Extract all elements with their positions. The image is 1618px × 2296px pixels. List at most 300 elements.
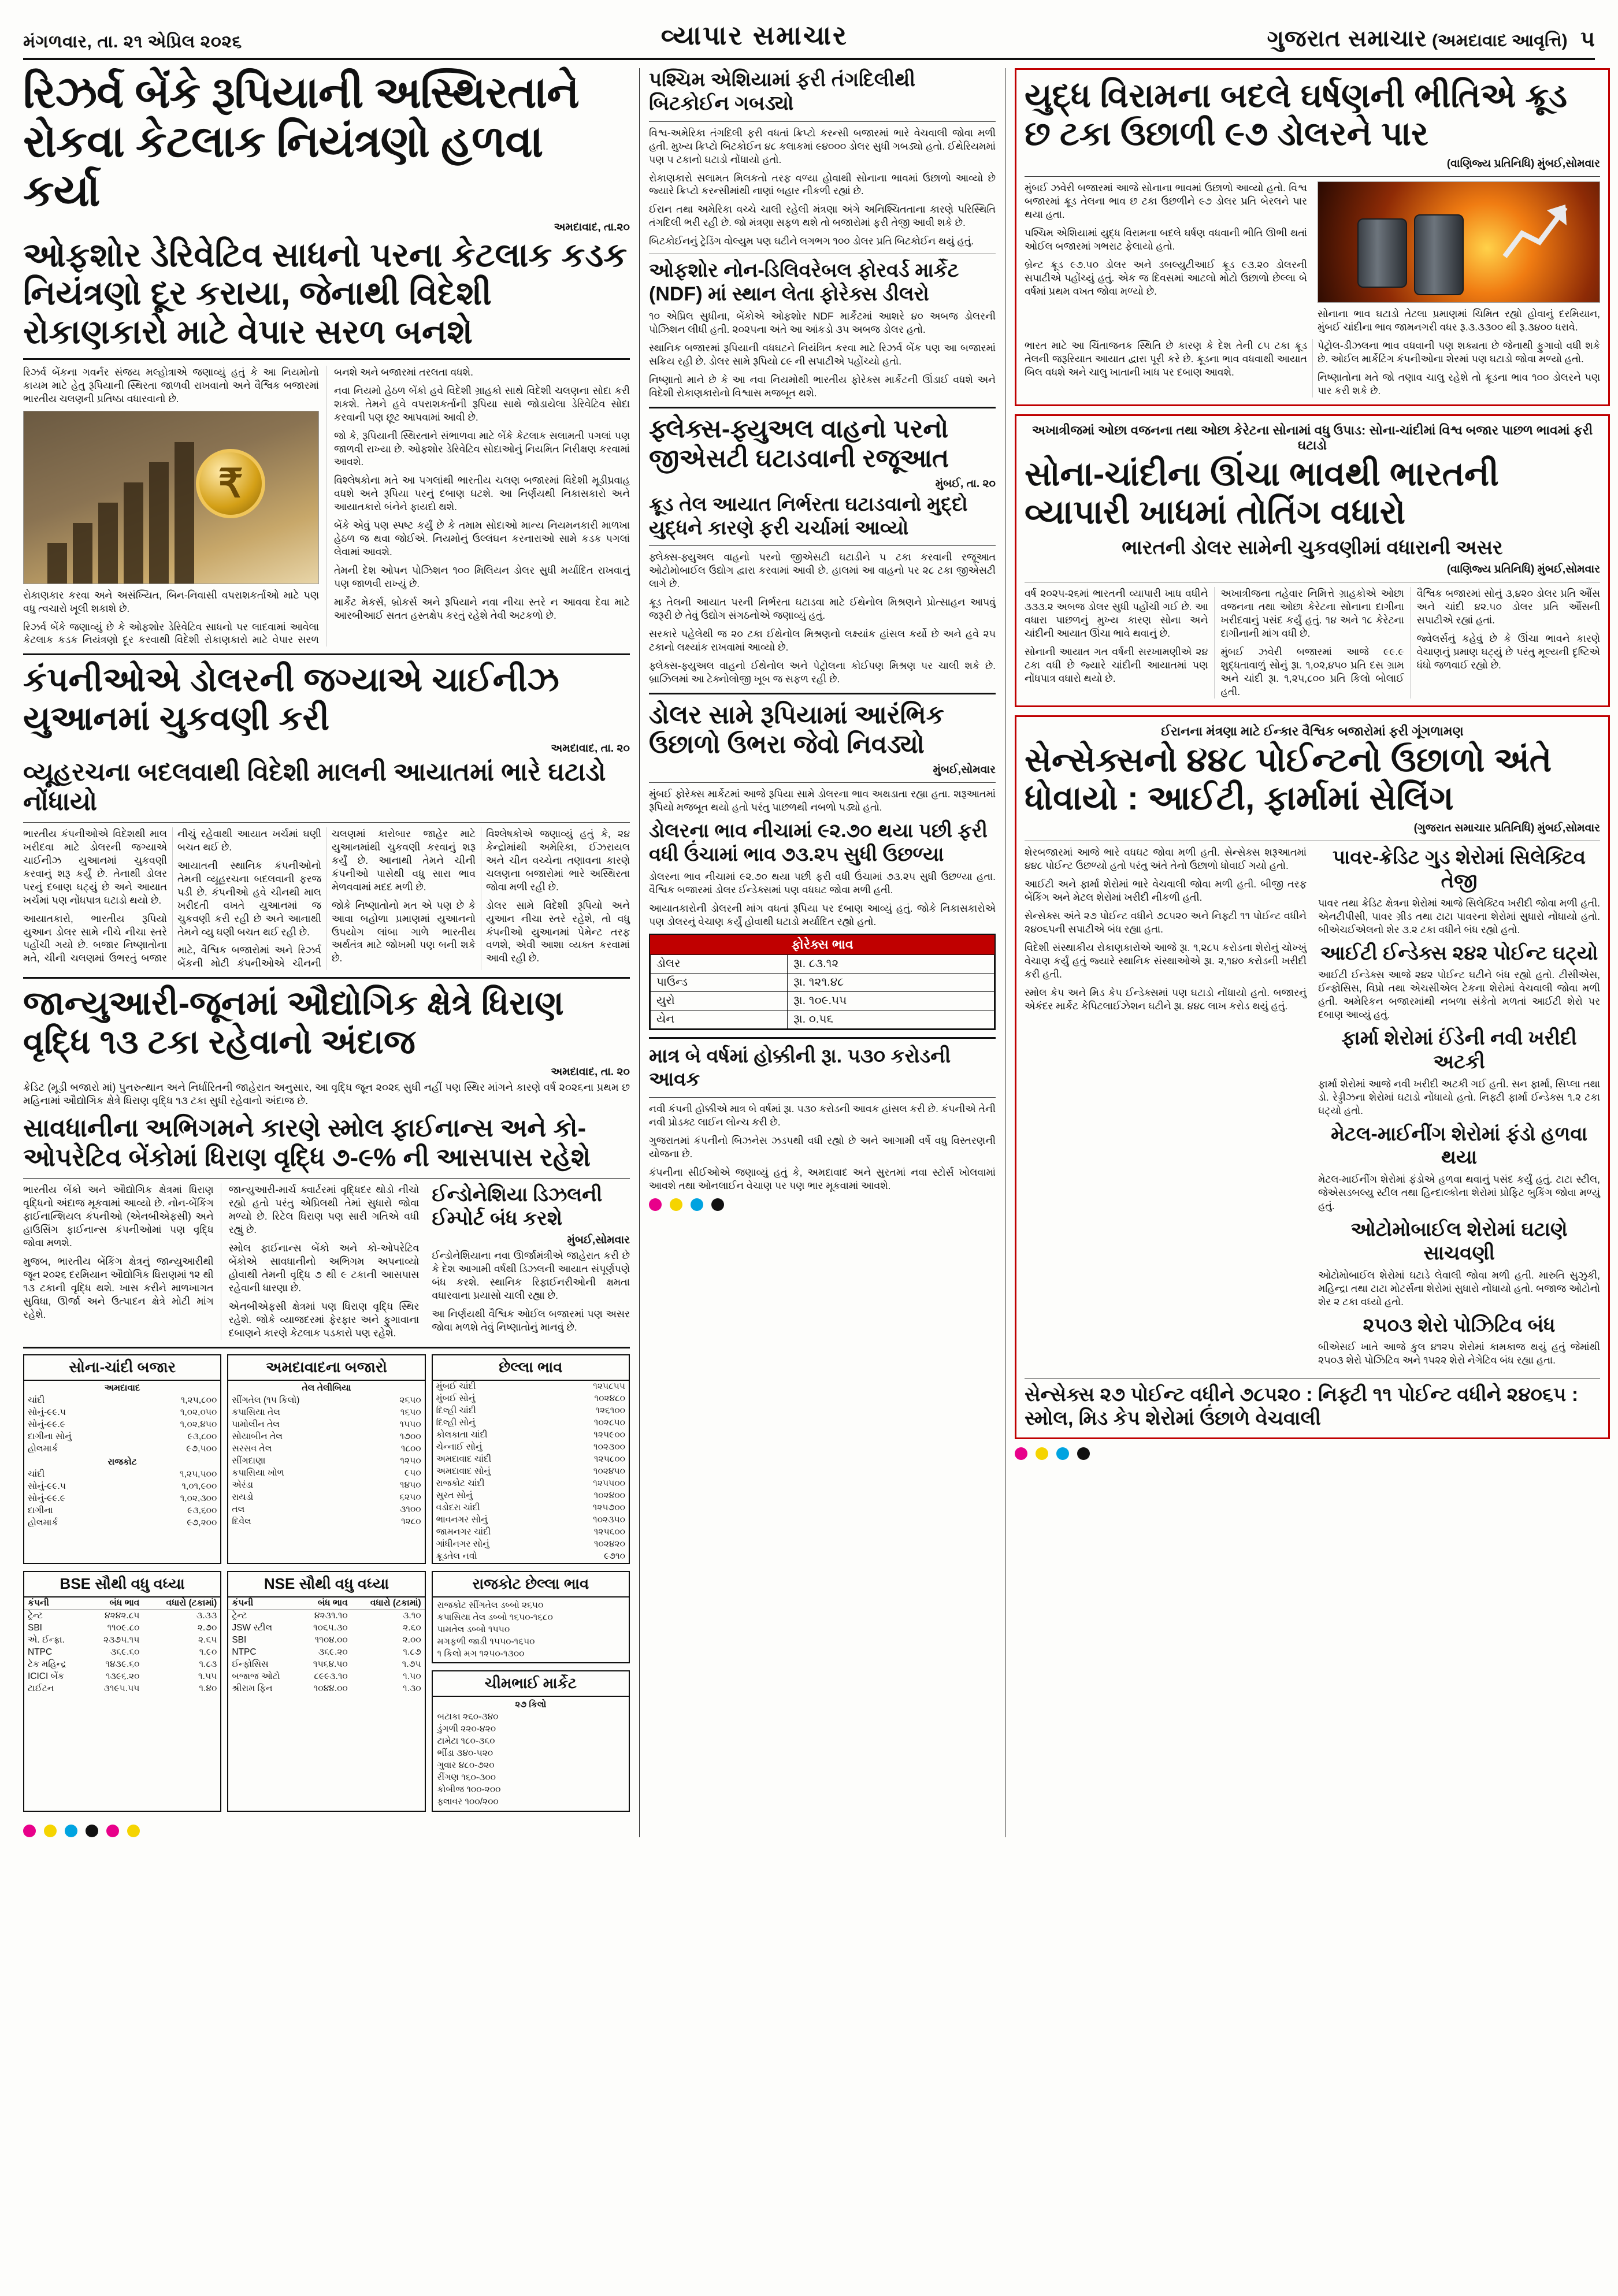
headline: માત્ર બે વર્ષમાં હોક્કીની રૂા. ૫૩૦ કરોડની આવક	[649, 1045, 951, 1091]
paragraph: કંપનીના સીઈઓએ જણાવ્યું હતું કે, અમદાવાદ અને સુરતમાં નવા સ્ટોર્સ ખોલવામાં આવશે તથા ઓનલાઈન વેચાણ પર પણ ભાર મૂકવામાં આવશે.	[649, 1166, 996, 1192]
row-value: ૧,૨૫,૮૦૦	[180, 1395, 217, 1405]
row-value: ૧૨૫૮૫૫	[593, 1381, 625, 1392]
headline: કંપનીઓએ ડોલરની જગ્યાએ ચાઈનીઝ યુઆનમાં ચુકવણી કરી	[23, 661, 559, 737]
row-label: વડોદરા ચાંદી	[436, 1503, 480, 1513]
subheadline: ક્રૂડ તેલ આયાત નિર્ભરતા ઘટાડવાનો મુદ્દો યુદ્ધને કારણે ફરી ચર્ચામાં આવ્યો	[649, 493, 968, 539]
col-header: કંપની	[24, 1597, 86, 1610]
cell-change: ૨.૬૫	[198, 1635, 217, 1645]
paragraph: સોનાની આયાત ગત વર્ષની સરખામણીએ ૨૪ ટકા વધી છે જ્યારે ચાંદીની આયાતમાં પણ નોંધપાત્ર વધારો થયો છે.	[1025, 645, 1208, 684]
paragraph: ભારતીય બેંકો અને ઔદ્યોગિક ક્ષેત્રમાં ધિરાણ વૃદ્ધિનો અંદાજ મૂકવામાં આવ્યો છે. નોન-બેંકિંગ ફાઈનાન્શિયલ કંપનીઓ (એનબીએફસી) અને હાઉસિંગ ફાઈનાન્સ કંપનીઓમાં પણ વૃદ્ધિ જોવા મળશે.	[23, 1184, 214, 1249]
row-value: ૧૫૫૦	[399, 1419, 421, 1429]
row-label: રાયડો	[232, 1492, 254, 1502]
color-registration-marks	[649, 1198, 996, 1211]
rupee-coin-icon: ₹	[196, 449, 265, 518]
subsection-title: ૨૫૦૩ શેરો પોઝિટિવ બંધ	[1363, 1314, 1556, 1336]
paragraph: ભારત માટે આ ચિંતાજનક સ્થિતિ છે કારણ કે દેશ તેની ૮૫ ટકા ક્રૂડ તેલની જરૂરિયાત આયાત દ્વારા પૂરી કરે છે. ક્રૂડના ભાવ વધવાથી આયાત બિલ વધશે અને ચાલુ ખાતાની ખાધ પર દબાણ આવશે.	[1025, 340, 1307, 378]
cell-change: ૧.૭૫	[402, 1659, 421, 1670]
subsection-title: આઈટી ઈન્ડેક્સ ૨૪૨ પોઈન્ટ ઘટ્યો	[1320, 942, 1598, 964]
paragraph: રોકાણકારો સલામત મિલકતો તરફ વળ્યા હોવાથી સોનાના ભાવમાં ઉછાળો આવ્યો છે જ્યારે ક્રિપ્ટો કરન્સીમાંથી નાણાં બહાર નીકળી રહ્યાં છે.	[649, 172, 996, 197]
currency-value: રૂા. ૧૦૯.૫૫	[788, 991, 994, 1010]
table-title: સોના-ચાંદી બજાર	[24, 1355, 220, 1381]
paragraph: આઈટી અને ફાર્મા શેરોમાં ભારે વેચવાલી જોવા મળી હતી. બીજી તરફ બેંકિંગ અને મેટલ શેરોમાં ખરીદી નીકળી હતી.	[1025, 878, 1307, 903]
subsection-text: આઈટી ઈન્ડેક્સ આજે ૨૪૨ પોઈન્ટ ઘટીને બંધ રહ્યો હતો. ટીસીએસ, ઈન્ફોસિસ, વિપ્રો તથા એચસીએલ ટેકના શેરોમાં વેચવાલી જોવા મળી હતી. અમેરિકન બજારમાંથી નબળા સંકેતો મળતાં આઈટી શેરો પર દબાણ આવ્યું હતું.	[1318, 969, 1600, 1021]
article-hokkani-revenue	[649, 1045, 996, 1192]
headline: ડોલર સામે રૂપિયામાં આરંભિક ઉછાળો ઉભરા જેવો નિવડ્યો	[649, 701, 944, 759]
cell-change: ૩.૧૦	[403, 1611, 421, 1621]
list-item: કપાસિયા તેલ ડબ્બો ૧૬૫૦-૧૬૮૦	[437, 1612, 553, 1622]
cell-company: ICICI બેંક	[28, 1671, 65, 1682]
sensex-subsections	[1318, 846, 1600, 1372]
kicker: ઈરાનના મંત્રણા માટે ઈન્કાર વૈશ્વિક બજારોમાં ફરી ગૂંગળામણ	[1161, 723, 1464, 738]
cell-price: ૧૧૦૯.૮૦	[107, 1623, 140, 1633]
paragraph: નવા નિયમો હેઠળ બેંકો હવે વિદેશી ગ્રાહકો સાથે વિદેશી ચલણના સોદા કરી શકશે. તેમને હવે વપરાશકર્તાની રૂપિયા સાથે જોડાયેલા ડેરિવેટિવ સોદા કરવાની પણ છૂટ આપવામાં આવી છે.	[334, 384, 630, 423]
byline: મુંબઈ, તા. ૨૦	[935, 477, 996, 490]
paragraph: જો કે, રૂપિયાની સ્થિરતાને સંભાળવા માટે બેંકે કેટલાક સલામતી પગલાં પણ જાળવી રાખ્યા છે. ઓફશોર ડેરિવેટિવ સોદાઓનું નિયમિત નિરીક્ષણ કરવામાં આવશે.	[334, 429, 630, 468]
col-header: કંપની	[228, 1597, 298, 1610]
row-value: ૯૭૧૦	[604, 1551, 625, 1562]
currency-value: રૂા. ૧૨૧.૪૮	[788, 973, 994, 991]
table-ahmedabad-markets	[227, 1354, 425, 1564]
bar-chart-graphic	[47, 442, 194, 584]
row-label: સુરત સોનું	[436, 1491, 473, 1501]
up-arrow-icon	[1502, 199, 1571, 262]
row-value: ૧૨૫૮૦૦	[593, 1454, 625, 1465]
edition-label: (અમદાવાદ આવૃત્તિ)	[1432, 31, 1568, 50]
article-ndf-market	[649, 259, 996, 399]
subheadline: વ્યૂહરચના બદલવાથી વિદેશી માલની આયાતમાં ભારે ઘટાડો નોંધાયો	[23, 757, 606, 816]
cell-company: JSW સ્ટીલ	[232, 1623, 273, 1633]
paragraph: ફ્લેક્સ-ફ્યુઅલ વાહનો પરનો જીએસટી ઘટાડીને ૫ ટકા કરવાની રજૂઆત ઓટોમોબાઈલ ઉદ્યોગ દ્વારા કરવામાં આવી છે. હાલમાં આ વાહનો પર ૨૮ ટકા જીએસટી લાગે છે.	[649, 551, 996, 590]
list-item: ૧ કિલો મગ ૧૨૫૦-૧૩૦૦	[437, 1648, 525, 1659]
table-title: છેલ્લા ભાવ	[433, 1355, 629, 1381]
paragraph: સ્મોલ કેપ અને મિડ કેપ ઈન્ડેક્સમાં પણ ઘટાડો નોંધાયો હતો. બજારનું એકંદર માર્કેટ કેપિટલાઈઝેશન ઘટીને રૂા. ૪૪૮ લાખ કરોડ થયું હતું.	[1025, 986, 1307, 1012]
list-item: મગફળી જાડી ૧૫૫૦-૧૬૫૦	[437, 1636, 535, 1647]
paragraph: મુંબઈ ફોરેક્સ માર્કેટમાં આજે રૂપિયા સામે ડોલરના ભાવ અથડાતા રહ્યા હતા. શરૂઆતમાં રૂપિયો મજબૂત થયો હતો પરંતુ પાછળથી નબળો પડ્યો હતો.	[649, 788, 996, 813]
table-row	[651, 1010, 994, 1028]
cell-company: ટેક મહિન્દ્ર	[28, 1659, 66, 1670]
table-row	[24, 1647, 220, 1659]
cell-change: ૧.૩૦	[403, 1684, 421, 1694]
subheadline: ભારતની ડોલર સામેની ચુકવણીમાં વધારાની અસર	[1122, 537, 1503, 559]
article-flexfuel-gst	[649, 414, 996, 686]
row-value: ૯૭,૫૦૦	[186, 1443, 217, 1454]
masthead-right	[1267, 26, 1595, 52]
byline: (ગુજરાત સમાચાર પ્રતિનિધિ) મુંબઈ,સોમવાર	[1413, 822, 1600, 835]
cell-company: એ. ઈન્ફ્રા.	[28, 1635, 65, 1645]
photo-caption: સોનાના ભાવ ઘટાડો તેટલા પ્રમાણમાં ચિમિત રહ્યો હોવાનું દરમિયાન, મુંબઈ ચાંદીના ભાવ જામનગરી વધર રૂ.૩.૩૩૦૦ થી રૂ.૩૪૦૦ ધરાવે.	[1318, 308, 1600, 333]
row-label: દિવેલ	[232, 1516, 251, 1526]
list-item: કોબીજ ૧૦૦-૨૦૦	[437, 1784, 501, 1795]
currency-name: પાઉન્ડ	[651, 973, 788, 991]
col-header: વધારો (ટકામાં)	[351, 1597, 425, 1610]
intro-paragraph: ક્રેડિટ (મૂડી બજારો માં) પુનરુત્થાન અને નિર્ધારિતની જાહેરાત અનુસાર, આ વૃદ્ધિ જૂન ૨૦૨૬ સુધી નહીં પણ સ્થિર માંગને કારણે વર્ષ ૨૦૨૬ના પ્રથમ છ મહિનામાં ઔદ્યોગિક ક્ષેત્રે ધિરાણ વૃદ્ધિ ૧૩ ટકા સુધી રહેવાનો અંદાજ છે.	[23, 1081, 630, 1107]
row-label: સોનું-૯૯.૫	[28, 1481, 66, 1492]
cell-company: SBI	[232, 1635, 247, 1645]
table-row	[24, 1659, 220, 1671]
article-crude-oil	[1015, 68, 1610, 406]
paragraph: નિષ્ણાતોના મતે જો તણાવ ચાલુ રહેશે તો ક્રૂડના ભાવ ૧૦૦ ડોલરને પણ પાર કરી શકે છે.	[1318, 371, 1600, 397]
row-value: ૧૭૦૦	[399, 1431, 421, 1441]
cell-change: ૧.૯૦	[199, 1647, 217, 1658]
list-item: ટામેટા ૧૮૦-૩૬૦	[437, 1736, 495, 1747]
row-label: અમદાવાદ ચાંદી	[436, 1454, 492, 1465]
paragraph: ડોલરના ભાવ નીચામાં ૯૨.૭૦ થયા પછી ફરી વધી ઉંચામાં ૭૩.૨૫ સુધી ઉછળ્યા હતા. વૈશ્વિક બજારમાં ડોલર ઈન્ડેક્સમાં પણ વધઘટ જોવા મળી હતી.	[649, 870, 996, 896]
row-label: ચાંદી	[28, 1395, 45, 1405]
headline: જાન્યુઆરી-જૂનમાં ઔદ્યોગિક ક્ષેત્રે ધિરાણ વૃદ્ધિ ૧૩ ટકા રહેવાનો અંદાજ	[23, 984, 564, 1061]
subsection-text: પાવર તથા ક્રેડિટ ક્ષેત્રના શેરોમાં આજે સિલેક્ટિવ ખરીદી જોવા મળી હતી. એનટીપીસી, પાવર ગ્રીડ તથા ટાટા પાવરના શેરોમાં સુધારો નોંધાયો હતો. બીએચઈએલનો શેર ૩.૨ ટકા વધીને બંધ રહ્યો હતો.	[1318, 897, 1600, 935]
cell-price: ૨૩૭૫.૧૫	[103, 1635, 140, 1645]
row-label: દાગીના	[28, 1506, 53, 1516]
cell-price: ૪૨૩૧.૧૦	[314, 1611, 348, 1621]
row-value: ૧૮૦૦	[400, 1443, 421, 1454]
row-label: ક્રૂડતેલ નવો	[436, 1551, 477, 1562]
headline: ઓફશોર નોન-ડિલિવરેબલ ફોરવર્ડ માર્કેટ (NDF) માં સ્થાન લેતા ફોરેક્સ ડીલરો	[649, 259, 959, 306]
row-label: સોયાબીન તેલ	[232, 1431, 283, 1441]
paragraph: જાન્યુઆરી-માર્ચ ક્વાર્ટરમાં વૃદ્ધિદર થોડો નીચો રહ્યો હતો પરંતુ એપ્રિલથી તેમાં સુધારો જોવા મળ્યો છે. રિટેલ ધિરાણ પણ સારી ગતિએ વધી રહ્યું છે.	[228, 1184, 420, 1236]
cell-price: ૧૪૩૯.૬૦	[105, 1659, 140, 1670]
subsection-text: મેટલ-માઈનીંગ શેરોમાં ફંડોએ હળવા થવાનું પસંદ કર્યું હતું. ટાટા સ્ટીલ, જેએસડબલ્યુ સ્ટીલ તથા હિન્દાલ્કોના શેરોમાં પ્રોફિટ બુકિંગ જોવા મળ્યું હતું.	[1318, 1173, 1600, 1212]
subsection-title: પાવર-ક્રેડિટ ગુડ શેરોમાં સિલેક્ટિવ તેજી	[1332, 846, 1586, 892]
row-value: ૬૨૫૦	[399, 1492, 421, 1502]
paragraph: જોકે નિષ્ણાતોનો મત એ પણ છે કે આવા બહોળા પ્રમાણમાં યુઆનનો ઉપયોગ લાંબા ગાળે ભારતીય અર્થતંત્ર માટે જોખમી પણ બની શકે છે.	[332, 899, 476, 964]
table-row	[24, 1671, 220, 1683]
table-cheembhai-market	[432, 1670, 630, 1811]
paragraph: નિષ્ણાતો માને છે કે આ નવા નિયમોથી ભારતીય ફોરેક્સ માર્કેટની ઊંડાઈ વધશે અને વિદેશી રોકાણકારોનો વિશ્વાસ મજબૂત થશે.	[649, 373, 996, 399]
table-title: ચીમભાઈ માર્કેટ	[433, 1671, 629, 1697]
table-section-name: રાજકોટ	[107, 1457, 137, 1467]
subheadline: સાવધાનીના અભિગમને કારણે સ્મોલ ફાઈનાન્સ અને કો-ઓપરેટિવ બેંકોમાં ધિરાણ વૃદ્ધિ ૭-૯% ની આસપાસ રહેશે	[23, 1114, 591, 1172]
row-value: ૯૩,૬૦૦	[187, 1506, 217, 1516]
table-row	[228, 1634, 424, 1647]
headline: યુદ્ધ વિરામના બદલે ઘર્ષણની ભીતિએ ક્રૂડ છ ટકા ઉછાળી ૯૭ ડોલરને પાર	[1025, 77, 1568, 153]
table-subtitle: ૨૭ કિલો	[515, 1700, 547, 1710]
row-label: રાજકોટ ચાંદી	[436, 1478, 485, 1489]
rajkot-and-cheembhai	[432, 1571, 630, 1819]
col-header: બંધ ભાવ	[86, 1597, 143, 1610]
headline: ઈન્ડોનેશિયા ડિઝલની ઈમ્પોર્ટ બંધ કરશે	[432, 1184, 603, 1229]
row-value: ૧૨૫૭૦૦	[592, 1503, 625, 1513]
cell-change: ૨.૦૦	[402, 1635, 421, 1645]
paragraph: શેરબજારમાં આજે ભારે વધઘટ જોવા મળી હતી. સેન્સેક્સ શરૂઆતમાં ૪૪૮ પોઈન્ટ ઉછળ્યો હતો પરંતુ અંતે તેનો ઉછાળો ધોવાઈ ગયો હતો.	[1025, 846, 1307, 871]
column-right	[1015, 68, 1610, 1837]
cell-company: ટાઈટન	[28, 1684, 54, 1694]
paragraph: ગુજરાતમાં કંપનીનો બિઝનેસ ઝડપથી વધી રહ્યો છે અને આગામી વર્ષે વધુ વિસ્તરણની યોજના છે.	[649, 1135, 996, 1160]
paragraph: એનબીએફસી ક્ષેત્રમાં પણ ધિરાણ વૃદ્ધિ સ્થિર રહેશે. જોકે વ્યાજદરમાં ફેરફાર અને ફુગાવાના દબાણને કારણે કેટલાક પડકારો પણ રહેશે.	[228, 1300, 420, 1339]
subsection-title: ઓટોમોબાઈલ શેરોમાં ઘટાણે સાચવણી	[1350, 1218, 1568, 1264]
row-label: સીંગદાણા	[232, 1455, 266, 1466]
cell-price: ૧૦૬૫.૩૦	[313, 1623, 348, 1633]
page-number: ૫	[1580, 27, 1595, 51]
paragraph: માટે, વૈશ્વિક બજારોમાં અને રિઝર્વ બેંકની મોટી કંપનીઓએ ચીનની ચલણમાં કારોબાર જાહેર માટે યુઆનમાંથી ચુકવણી કરવાનું શરૂ કર્યું છે. આનાથી તેમને ચીની કંપનીઓ પાસેથી વધુ સારા ભાવ મેળવવામાં મદદ મળી છે.	[177, 827, 476, 969]
lead-photo	[23, 411, 319, 584]
paragraph: વિશ્વ-અમેરિકા તંગદિલી ફરી વધતાં ક્રિપ્ટો કરન્સી બજારમાં ભારે વેચવાલી જોવા મળી હતી. મુખ્ય ક્રિપ્ટો બિટકોઈન ૪૮ કલાકમાં ૯૪૦૦૦ ડોલર સુધી ગબડ્યો હતો. ઈથેરિયમમાં પણ ૫ ટકાનો ઘટાડો નોંધાયો હતો.	[649, 127, 996, 165]
row-label: કોલકાતા ચાંદી	[436, 1430, 488, 1440]
article-rbi-controls	[23, 68, 630, 647]
row-label: સરસવ તેલ	[232, 1443, 272, 1454]
row-label: દાગીના સોનું	[28, 1431, 72, 1441]
table-row	[651, 954, 994, 973]
paragraph: આયાતની સ્થાનિક કંપનીઓનો તેમની વ્યૂહરચના બદલવાની ફરજ પડી છે. કંપનીઓ હવે ચીનથી માલ ખરીદતી વખતે યુઆનમાં જ ચુકવણી કરી રહી છે અને આનાથી તેમને વ્યુ ઘણી બચત થઈ રહી છે.	[177, 859, 321, 938]
byline: મુંબઈ,સોમવાર	[933, 764, 996, 777]
kicker: અખાત્રીજમાં ઓછા વજનના તથા ઓછા કેરેટના સોનામાં વધુ ઉપાડ: સોના-ચાંદીમાં વિશ્વ બજાર પાછળ ભાવમાં ફરી ઘટાડો	[1031, 423, 1593, 453]
cell-change: ૧.૫૦	[403, 1671, 421, 1682]
headline: ફ્લેક્સ-ફ્યુઅલ વાહનો પરનો જીએસટી ઘટાડવાની રજૂઆત	[649, 414, 949, 473]
table-row	[228, 1647, 424, 1659]
subsection-text: ફાર્મા શેરોમાં આજે નવી ખરીદી અટકી ગઈ હતી. સન ફાર્મા, સિપ્લા તથા ડો. રેડ્ડીઝના શેરોમાં ઘટાડો નોંધાયો હતો. નિફ્ટી ફાર્મા ઈન્ડેક્સ ૧.૨ ટકા ઘટ્યો હતો.	[1318, 1078, 1600, 1116]
cell-change: ૨.૭૦	[197, 1623, 217, 1633]
byline: અમદાવાદ, તા.૨૦	[554, 221, 630, 234]
paragraph: વર્ષ ૨૦૨૫-૨૬માં ભારતની વ્યાપારી ખાધ વધીને ૩૩૩.૨ અબજ ડોલર સુધી પહોંચી ગઈ છે. આ વધારા પાછળનું મુખ્ય કારણ સોના અને ચાંદીની આયાત ઊંચા ભાવે થવાનું છે.	[1025, 588, 1208, 639]
market-tables-row1	[23, 1354, 630, 1571]
paragraph: વિદેશી સંસ્થાકીય રોકાણકારોએ આજે રૂા. ૧,૨૮૫ કરોડના શેરોનું ચોખ્ખું વેચાણ કર્યું હતું જ્યારે સ્થાનિક સંસ્થાઓએ રૂા. ૨,૧૪૦ કરોડની ખરીદી કરી હતી.	[1025, 941, 1307, 980]
row-value: ૧૦૨૪૫૦	[593, 1466, 625, 1477]
table-row	[651, 973, 994, 991]
list-item: ગુવાર ૪૮૦-૭૨૦	[437, 1760, 495, 1771]
list-item: રાજકોટ સીંગતેલ ડબ્બો ૨૬૫૦	[437, 1600, 544, 1610]
masthead	[23, 20, 1595, 60]
brand-name: ગુજરાત સમાચાર	[1267, 26, 1427, 51]
section-title: વ્યાપાર સમાચાર	[660, 20, 848, 50]
table-row	[24, 1634, 220, 1647]
table-row	[228, 1622, 424, 1634]
row-value: ૧૪૫૦	[399, 1480, 421, 1490]
paragraph: રિઝર્વ બેંકે જણાવ્યું છે કે ઓફશોર ડેરિવેટિવ સાધનો પર લાદવામાં આવેલા કેટલાક કડક નિયંત્રણો દૂર કરવાથી વિદેશી રોકાણકારો માટે વેપાર સરળ બનશે અને બજારમાં તરલતા વધશે.	[23, 366, 473, 646]
table-title: રાજકોટ છેલ્લા ભાવ	[433, 1572, 629, 1597]
row-label: દિલ્હી સોનું	[436, 1418, 476, 1428]
table-row	[228, 1610, 424, 1622]
column-middle	[649, 68, 996, 1837]
row-value: ૯૫૦	[404, 1467, 421, 1478]
row-label: એરંડા	[232, 1480, 254, 1490]
row-value: ૧૦૨૪૮૦	[594, 1394, 625, 1404]
paragraph: ક્રૂડ તેલની આયાત પરની નિર્ભરતા ઘટાડવા માટે ઈથેનોલ મિશ્રણને પ્રોત્સાહન આપવું જરૂરી છે તેવું ઉદ્યોગ સંગઠનોએ જણાવ્યું હતું.	[649, 596, 996, 622]
paragraph: પેટ્રોલ-ડીઝલના ભાવ વધવાની પણ શક્યતા છે જેનાથી ફુગાવો વધી શકે છે. ઓઈલ માર્કેટિંગ કંપનીઓના શેરમાં પણ ઘટાડો જોવા મળ્યો હતો.	[1318, 340, 1600, 365]
paragraph: મુંબઈ ઝવેરી બજારમાં આજે ૯૯.૯ શુદ્ધતાવાળું સોનું રૂા. ૧,૦૨,૪૫૦ પ્રતિ દસ ગ્રામ અને ચાંદી રૂા. ૧,૨૫,૮૦૦ પ્રતિ કિલો બોલાઈ હતી.	[1220, 645, 1404, 697]
row-value: ૨૬૫૦	[399, 1395, 421, 1405]
table-row	[228, 1671, 424, 1683]
row-label: પામોલીન તેલ	[232, 1419, 280, 1429]
list-item: રીંગણ ૧૬૦-૩૦૦	[437, 1772, 496, 1782]
headline: સેન્સેક્સનો ૪૪૮ પોઈન્ટનો ઉછાળો અંતે ધોવાયો : આઈટી, ફાર્મામાં સેલિંગ	[1025, 741, 1552, 817]
row-label: સોનું-૯૯.૫	[28, 1407, 66, 1417]
table-bse-gainers	[23, 1571, 221, 1812]
paragraph: આયાતકારોની ડોલરની માંગ વધતાં રૂપિયા પર દબાણ આવ્યું હતું. જોકે નિકાસકારોએ પણ ડોલરનું વેચાણ કર્યું હોવાથી ઘટાડો મર્યાદિત રહ્યો હતો.	[649, 902, 996, 927]
paragraph: વૈશ્વિક બજારમાં સોનું ૩,૪૨૦ ડોલર પ્રતિ ઔંસ અને ચાંદી ૪૨.૫૦ ડોલર પ્રતિ ઔંસની સપાટીએ રહ્યાં હતાં.	[1416, 588, 1600, 626]
paragraph: સેન્સેક્સ અંતે ૨૭ પોઈન્ટ વધીને ૭૮૫૨૦ અને નિફ્ટી ૧૧ પોઈન્ટ વધીને ૨૪૦૬૫ની સપાટીએ બંધ રહ્યા હતા.	[1025, 909, 1307, 935]
oil-barrel-icon	[1414, 214, 1464, 295]
row-label: કપાસિયા ખોળ	[232, 1467, 284, 1478]
paragraph: ૧૦ એપ્રિલ સુધીના, બેંકોએ ઓફશોર NDF માર્કેટમાં આશરે ૪૦ અબજ ડોલરની પોઝિશન લીધી હતી. ૨૦૨૫ના અંતે આ આંકડો ૩૫ અબજ ડોલર હતો.	[649, 310, 996, 335]
table-row	[24, 1683, 220, 1695]
paragraph: ઈન્ડોનેશિયાના નવા ઊર્જામંત્રીએ જાહેરાત કરી છે કે દેશ આગામી વર્ષથી ડિઝલની આયાત સંપૂર્ણપણે બંધ કરશે. સ્થાનિક રિફાઈનરીઓની ક્ષમતા વધારવાના પ્રયાસો ચાલી રહ્યા છે.	[432, 1249, 630, 1301]
currency-name: યુરો	[651, 991, 788, 1010]
sensex-main-text	[1025, 846, 1307, 1372]
list-item: ડુંગળી ૨૨૦-૪૨૦	[437, 1724, 496, 1734]
row-label: અમદાવાદ સોનું	[436, 1466, 491, 1477]
paragraph: અખાત્રીજના તહેવાર નિમિત્તે ગ્રાહકોએ ઓછા વજનના તથા ઓછા કેરેટના સોનાના દાગીના ખરીદવાનું પસંદ કર્યું હતું. ૧૪ અને ૧૮ કેરેટના દાગીનાની માંગ વધી છે.	[1220, 588, 1404, 639]
row-label: ભાવનગર સોનું	[436, 1515, 488, 1525]
table-title: BSE સૌથી વધુ વધ્યા	[24, 1572, 220, 1597]
cell-price: ૧૧૦૪.૦૦	[314, 1635, 348, 1645]
row-label: કપાસિયા તેલ	[232, 1407, 280, 1417]
row-value: ૧૨૫૦	[400, 1455, 421, 1466]
paragraph: માર્કેટ મેકર્સ, બ્રોકર્સ અને રૂપિયાને નવા નીચા સ્તરે ન આવવા દેવા માટે આરબીઆઈ સતત હસ્તક્ષેપ કરતું રહેશે તેવી અટકળો છે.	[334, 596, 630, 622]
paragraph: રિઝર્વ બેંકના ગવર્નર સંજય મલ્હોત્રાએ જણાવ્યું હતું કે આ નિયમોનો કાયમ માટે હેતુ રૂપિયાની સ્થિરતા જાળવી રાખવાનો અને વૈશ્વિક બજારમાં ભારતીય ચલણની પ્રતિષ્ઠા વધારવાનો છે.	[23, 366, 319, 404]
row-label: મુંબઈ ચાંદી	[436, 1381, 476, 1392]
paragraph: બેંકે એવું પણ સ્પષ્ટ કર્યું છે કે તમામ સોદાઓ માન્ય નિયમનકારી માળખા હેઠળ જ થવા જોઈએ. નિયમોનું ઉલ્લંઘન કરનારાઓ સામે કડક પગલાં લેવામાં આવશે.	[334, 519, 630, 558]
row-label: હોલમાર્ક	[28, 1443, 58, 1454]
row-value: ૯૩,૮૦૦	[187, 1431, 217, 1441]
col-header: બંધ ભાવ	[298, 1597, 351, 1610]
paragraph: બિટકોઈનનું ટ્રેડિંગ વોલ્યુમ પણ ઘટીને લગભગ ૧૦૦ ડોલર પ્રતિ બિટકોઈન થયું હતું.	[649, 235, 974, 247]
row-label: જામનગર ચાંદી	[436, 1527, 491, 1537]
row-value: ૩૧૦૦	[400, 1504, 421, 1514]
cell-company: NTPC	[232, 1647, 257, 1658]
article-sensex	[1015, 715, 1610, 1439]
list-item: ભીંડા ૩૪૦-૫૨૦	[437, 1748, 493, 1759]
paragraph: ડોલર સામે વિદેશી રૂપિયો અને યુઆન નીચા સ્તરે રહેશે, તો વધુ કંપનીઓ યુઆનમાં પેમેન્ટ તરફ વળશે, એવી આશા વ્યક્ત કરવામાં આવી રહી છે.	[486, 899, 630, 964]
issue-date: મંગળવાર, તા. ૨૧ એપ્રિલ ૨૦૨૬	[23, 32, 242, 51]
row-value: ૯૭,૨૦૦	[187, 1518, 217, 1528]
currency-name: ડોલર	[651, 954, 788, 973]
cell-company: ટ્રેન્ટ	[232, 1611, 247, 1621]
currency-value: રૂા. ૮૩.૧૨	[788, 954, 994, 973]
cell-change: ૧.૮૩	[199, 1659, 217, 1670]
row-value: ૧૨૮૦	[401, 1516, 421, 1526]
cell-company: SBI	[28, 1623, 42, 1633]
cell-company: ટ્રેન્ટ	[28, 1611, 43, 1621]
table-title: ફોરેક્સ ભાવ	[650, 935, 994, 954]
row-value: ૧,૨૫,૫૦૦	[179, 1469, 217, 1480]
row-label: સીંગતેલ (૧૫ કિલો)	[232, 1395, 300, 1405]
cell-change: ૨.૬૦	[403, 1623, 421, 1633]
column-divider	[639, 68, 640, 1837]
row-value: ૧૨૫૬૦૦	[593, 1527, 625, 1537]
paragraph: તેમની દેશ ઓપન પોઝિશન ૧૦૦ મિલિયન ડોલર સુધી મર્યાદિત રાખવાનું પણ જાળવી રાખ્યું છે.	[334, 564, 630, 590]
col-header: વધારો (ટકામાં)	[143, 1597, 220, 1610]
color-registration-marks	[1015, 1447, 1610, 1460]
byline: મુંબઈ,સોમવાર	[567, 1234, 630, 1246]
currency-name: યેન	[651, 1010, 788, 1028]
row-label: હોલમાર્ક	[28, 1518, 58, 1528]
paragraph: જ્વેલર્સનું કહેવું છે કે ઊંચા ભાવને કારણે વેચાણનું પ્રમાણ ઘટ્યું છે પરંતુ મૂલ્યની દૃષ્ટિએ ધંધો જળવાઈ રહ્યો છે.	[1416, 632, 1600, 671]
market-tables-row2	[23, 1571, 630, 1819]
table-title: NSE સૌથી વધુ વધ્યા	[228, 1572, 424, 1597]
photo-caption: રોકાણકાર કરવા અને અસંખ્યિત, બિન-નિવાસી વપરાશકર્તાઓ માટે પણ વધુ ત્વચારો ખૂલી શકાશે છે.	[23, 589, 319, 614]
cell-price: ૧૦૪૪.૦૦	[313, 1684, 348, 1694]
table-row	[651, 991, 994, 1010]
row-value: ૧,૦૧,૯૦૦	[181, 1481, 217, 1492]
paragraph: ઈરાન તથા અમેરિકા વચ્ચે ચાલી રહેલી મંત્રણા અંગે અનિશ્ચિતતાના કારણે પરિસ્થિતિ તંગદિલી ભરી રહી છે. જો મંત્રણા સફળ થશે તો બજારોમાં ફરી તેજી આવી શકે છે.	[649, 203, 996, 229]
row-label: ચાંદી	[28, 1469, 45, 1480]
column-left	[23, 68, 630, 1837]
article-rupee-dollar	[649, 700, 996, 928]
row-value: ૧૦૨૪૦૦	[593, 1491, 625, 1501]
article-indonesia-diesel	[432, 1183, 630, 1340]
lead-subheadline: ઓફશોર ડેરિવેટિવ સાધનો પરના કેટલાક કડક નિયંત્રણો દૂર કરાયા, જેનાથી વિદેશી રોકાણકારો માટે વેપાર સરળ બનશે	[23, 236, 628, 351]
paragraph: સ્થાનિક બજારમાં રૂપિયાની વધઘટને નિયંત્રિત કરવા માટે રિઝર્વ બેંક પણ આ બજારમાં સક્રિય રહી છે. ડોલર સામે રૂપિયો ૮૯ ની સપાટીએ પહોંચ્યો હતો.	[649, 341, 996, 367]
row-value: ૧૦૨૩૦૦	[593, 1442, 625, 1452]
paragraph: આ નિર્ણયથી વૈશ્વિક ઓઈલ બજારમાં પણ અસર જોવા મળશે તેવું નિષ્ણાતોનું માનવું છે.	[432, 1307, 630, 1333]
subheadline: ડોલરના ભાવ નીચામાં ૯૨.૭૦ થયા પછી ફરી વધી ઉંચામાં ભાવ ૭૩.૨૫ સુધી ઉછળ્યા	[649, 820, 988, 865]
row-label: તલ	[232, 1504, 245, 1514]
cell-change: ૧.૫૫	[198, 1671, 217, 1682]
row-label: સોનું-૯૯.૯	[28, 1493, 65, 1504]
cell-price: ૧૩૯૬.૨૦	[105, 1671, 140, 1682]
article-yuan-payments	[23, 661, 630, 970]
table-section-name: અમદાવાદ	[104, 1383, 140, 1393]
row-value: ૧૬૫૦	[400, 1407, 421, 1417]
row-label: દિલ્હી ચાંદી	[436, 1406, 476, 1416]
crude-oil-photo	[1318, 181, 1600, 303]
paragraph: મુજબ, ભારતીય બેંકિંગ ક્ષેત્રનું જાન્યુઆરીથી જૂન ૨૦૨૬ દરમિયાન ઔદ્યોગિક ધિરાણમાં ૧૨ થી ૧૩ ટકાની વૃદ્ધિ થશે. ખાસ કરીને માળખાગત સુવિધા, ઊર્જા અને ઉત્પાદન ક્ષેત્રે મોટી માંગ રહેશે.	[23, 1255, 214, 1320]
paragraph: વિશ્લેષકોએ જણાવ્યું હતું કે, ૨૪ કેન્દ્રોમાંથી અમેરિકા, ઈઝરાયલ અને ચીન વચ્ચેના તણાવના કારણે ચલણના બજારોમાં ભારે અસ્થિરતા જોવા મળી રહી છે.	[486, 827, 630, 893]
sensex-summary-line: સેન્સેક્સ ૨૭ પોઈન્ટ વધીને ૭૮૫૨૦ : નિફ્ટી ૧૧ પોઈન્ટ વધીને ૨૪૦૬૫ : સ્મોલ, મિડ કેપ શેરોમાં ઉંછાળે વેચવાલી	[1025, 1384, 1579, 1430]
row-label: મુંબઈ સોનું	[436, 1394, 476, 1404]
cell-price: ૩૬૯.૨૦	[318, 1647, 348, 1658]
article-gold-trade-deficit	[1015, 414, 1610, 707]
color-registration-marks	[23, 1825, 630, 1837]
row-label: ચેન્નાઈ સોનું	[436, 1442, 483, 1452]
subsection-title: ફાર્મા શેરોમાં ઈંડેની નવી ખરીદી અટકી	[1341, 1027, 1577, 1073]
table-row	[228, 1659, 424, 1671]
paragraph: આયાતકારો, ભારતીય રૂપિયો યુઆન ડોલર સામે નીચે નીચા સ્તરે પહોંચી ગયો છે. બજાર નિષ્ણાતોના મતે, ચીની ચલણમાં ઉભરતું બજાર નીચું રહેવાથી આયાત ખર્ચમાં ઘણી બચત થઈ છે.	[23, 827, 321, 964]
paragraph: સરકારે પહેલેથી જ ૨૦ ટકા ઈથેનોલ મિશ્રણનો લક્ષ્યાંક હાંસલ કર્યો છે અને હવે ૨૫ ટકાનો લક્ષ્યાંક રાખવામાં આવ્યો છે.	[649, 628, 996, 653]
row-value: ૧,૦૨,૪૫૦	[180, 1419, 217, 1429]
row-value: ૧,૦૨,૦૫૦	[180, 1407, 217, 1417]
row-value: ૧૦૨૪૨૦	[593, 1539, 625, 1550]
cell-company: શ્રીરામ ફિન	[232, 1684, 273, 1694]
row-label: ગાંધીનગર સોનું	[436, 1539, 489, 1550]
list-item: બટાકા ૨૬૦-૩૪૦	[437, 1712, 499, 1722]
cell-price: ૩૬૯.૬૦	[110, 1647, 140, 1658]
cell-price: ૧૫૬૪.૫૦	[313, 1659, 348, 1670]
article-industrial-credit	[23, 984, 630, 1339]
article-bitcoin	[649, 68, 996, 248]
cell-change: ૩.૩૩	[196, 1611, 217, 1621]
list-item: ફ્લાવર ૧૦૦/૨૦૦	[437, 1796, 499, 1807]
row-value: ૧,૦૨,૩૦૦	[180, 1493, 217, 1504]
byline: અમદાવાદ, તા. ૨૦	[551, 1065, 630, 1078]
headline: સોના-ચાંદીના ઊંચા ભાવથી ભારતની વ્યાપારી ખાધમાં તોતિંગ વધારો	[1025, 455, 1499, 532]
row-label: સોનું-૯૯.૯	[28, 1419, 65, 1429]
headline: પશ્ચિમ એશિયામાં ફરી તંગદિલીથી બિટકોઈન ગબડ્યો	[649, 69, 915, 114]
table-row	[24, 1610, 220, 1622]
page-title: રિઝર્વ બેંકે રૂપિયાની અસ્થિરતાને રોકવા કેટલાક નિયંત્રણો હળવા કર્યા	[23, 68, 579, 216]
currency-value: રૂા. ૦.૫૬	[788, 1010, 994, 1028]
cell-price: ૩૧૯૫.૫૫	[103, 1684, 140, 1694]
paragraph: મુંબઈ ઝવેરી બજારમાં આજે સોનાના ભાવમાં ઉછાળો આવ્યો હતો. વિશ્વ બજારમાં ક્રૂડ તેલના ભાવ છ ટકા ઉછળીને ૯૭ ડોલર પ્રતિ બેરલને પાર થયા હતા.	[1025, 182, 1307, 221]
cell-change: ૧.૪૦	[199, 1684, 217, 1694]
byline: (વાણિજ્ય પ્રતિનિધિ) મુંબઈ,સોમવાર	[1446, 158, 1600, 170]
row-value: ૧૨૬૧૦૦	[595, 1406, 625, 1416]
row-value: ૧૨૫૫૦૦	[593, 1478, 625, 1489]
table-title: અમદાવાદના બજારો	[228, 1355, 424, 1381]
byline: અમદાવાદ, તા. ૨૦	[551, 742, 630, 755]
page-columns	[23, 68, 1600, 1837]
row-value: ૧૦૨૮૫૦	[593, 1418, 625, 1428]
table-row	[24, 1622, 220, 1634]
subsection-text: બીએસઈ ખાતે આજે કુલ ૪૧૨૫ શેરોમાં કામકાજ થયું હતું જેમાંથી ૨૫૦૩ શેરો પોઝિટિવ અને ૧૫૨૨ શેરો નેગેટિવ બંધ રહ્યા હતા.	[1318, 1341, 1600, 1366]
paragraph: વિશ્લેષકોના મતે આ પગલાંથી ભારતીય ચલણ બજારમાં વિદેશી મૂડીપ્રવાહ વધશે અને રૂપિયા પરનું દબાણ ઘટશે. આ નિર્ણયથી નિકાસકારો અને આયાતકારો બંનેને ફાયદો થશે.	[334, 474, 630, 513]
table-row	[228, 1683, 424, 1695]
byline: (વાણિજ્ય પ્રતિનિધિ) મુંબઈ,સોમવાર	[1446, 563, 1600, 576]
row-value: ૧૨૫૯૦૦	[593, 1430, 625, 1440]
subsection-title: મેટલ-માઈનીંગ શેરોમાં ફંડો હળવા થયા	[1331, 1123, 1587, 1169]
table-latest-prices	[432, 1354, 630, 1564]
row-value: ૧૦૨૩૫૦	[593, 1515, 625, 1525]
list-item: પામતેલ ડબ્બો ૧૫૫૦	[437, 1624, 510, 1634]
